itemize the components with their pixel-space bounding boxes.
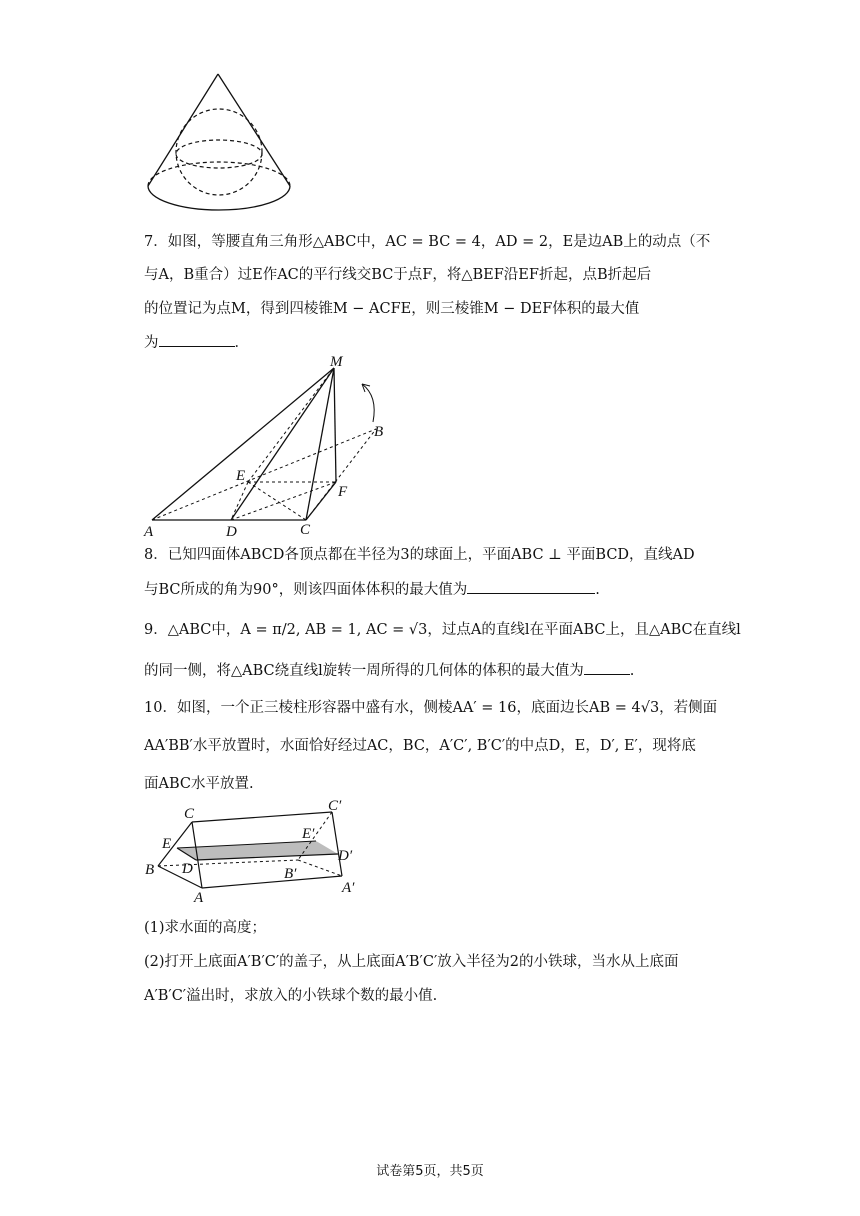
- q7-answer-prefix: 为: [144, 335, 159, 351]
- q9-answer-blank: [584, 660, 630, 675]
- q7-line-3: 的位置记为点M，得到四棱锥M − ACFE，则三棱锥M − DEF体积的最大值: [144, 301, 640, 317]
- prism-label-b-prime: B′: [284, 866, 297, 882]
- q10-part-2-line-1: (2)打开上底面A′B′C′的盖子，从上底面A′B′C′放入半径为2的小铁球，当水从上底面: [144, 954, 679, 970]
- pyramid-label-d: D: [226, 524, 237, 540]
- pyramid-figure: [140, 356, 400, 538]
- pyramid-label-f: F: [338, 484, 348, 500]
- q8-line-1: 8．已知四面体ABCD各顶点都在半径为3的球面上，平面ABC ⊥ 平面BCD，直线AD: [144, 547, 695, 563]
- q10-part-1: (1)求水面的高度；: [144, 920, 267, 936]
- pyramid-label-m: M: [330, 354, 343, 370]
- q10-line-3: 面ABC水平放置.: [144, 776, 254, 792]
- q8-line-2: [144, 579, 600, 600]
- pyramid-label-b: B: [374, 424, 384, 440]
- q8-prefix: 与BC所成的角为90°，则该四面体体积的最大值为: [144, 582, 468, 598]
- q7-line-1: 7．如图，等腰直角三角形△ABC中，AC = BC = 4，AD = 2，E是边AB上的动点（不: [144, 234, 711, 250]
- q7-line-4: [144, 332, 249, 353]
- q9-line-2: [144, 660, 634, 681]
- q7-line-2: 与A，B重合）过E作AC的平行线交BC于点F，将△BEF沿EF折起，点B折起后: [144, 267, 652, 283]
- q10-part-2-line-2: A′B′C′溢出时，求放入的小铁球个数的最小值.: [144, 988, 438, 1004]
- q10-line-1: 10．如图，一个正三棱柱形容器中盛有水，侧棱AA′ = 16，底面边长AB = 4√3，若侧面: [144, 700, 718, 716]
- q9-suffix: .: [629, 663, 635, 679]
- q9-prefix: 的同一侧，将△ABC绕直线l旋转一周所得的几何体的体积的最大值为: [144, 663, 584, 679]
- prism-figure: [142, 800, 372, 905]
- page-footer: 试卷第5页，共5页: [376, 1164, 484, 1179]
- prism-label-c: C: [184, 806, 195, 822]
- prism-label-d-prime: D′: [338, 848, 353, 864]
- prism-label-b: B: [145, 862, 155, 878]
- cone-sphere-figure: [140, 68, 300, 218]
- q9-line-1: 9．△ABC中，A = π/2, AB = 1, AC = √3，过点A的直线l在平面ABC上，且△ABC在直线l: [144, 622, 741, 638]
- q10-line-2: AA′BB′水平放置时，水面恰好经过AC，BC，A′C′, B′C′的中点D，E，D′, E′，现将底: [144, 738, 696, 754]
- q8-answer-blank: [467, 579, 595, 594]
- q7-answer-suffix: ．: [234, 335, 249, 351]
- pyramid-label-c: C: [300, 522, 311, 538]
- prism-label-e-prime: E′: [302, 826, 315, 842]
- prism-label-a-prime: A′: [342, 880, 355, 896]
- prism-label-d: D: [182, 861, 193, 877]
- prism-label-e: E: [162, 836, 172, 852]
- prism-label-a: A: [194, 890, 204, 906]
- pyramid-label-a: A: [144, 524, 154, 540]
- pyramid-label-e: E: [236, 468, 246, 484]
- prism-label-c-prime: C′: [328, 798, 342, 814]
- q8-suffix: .: [595, 582, 600, 598]
- q7-answer-blank: [159, 332, 235, 347]
